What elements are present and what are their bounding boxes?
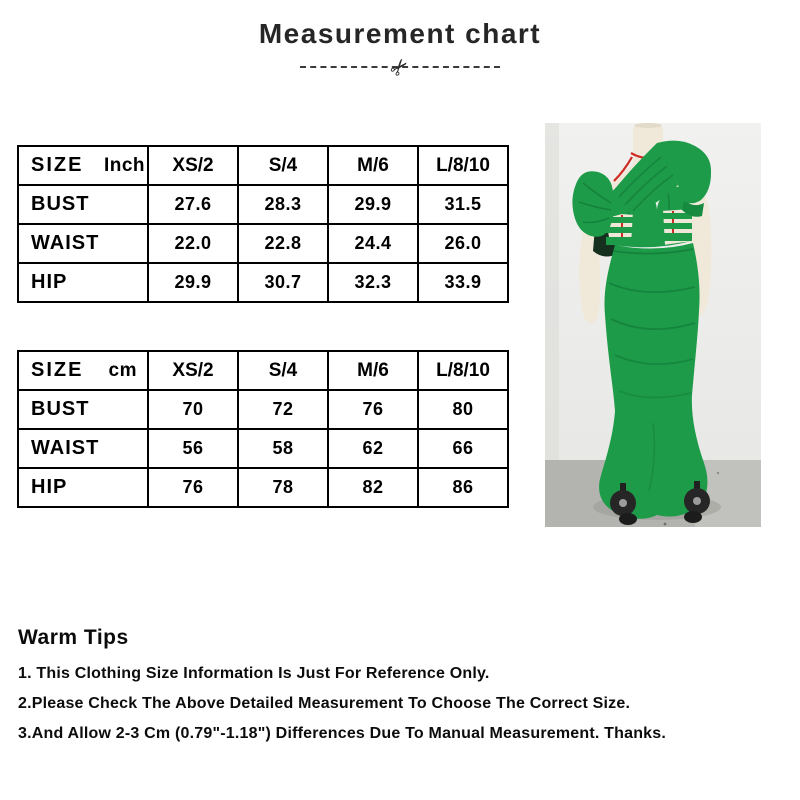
table-row-bust (18, 390, 508, 429)
size-col-header: L/8/10 (418, 351, 508, 390)
table-header-row (18, 351, 508, 390)
size-value: 70 (148, 390, 238, 429)
size-value: 72 (238, 390, 328, 429)
size-col-header: XS/2 (148, 146, 238, 185)
warm-tips-heading: Warm Tips (18, 626, 129, 649)
size-value: 78 (238, 468, 328, 507)
size-col-header: S/4 (238, 351, 328, 390)
size-unit-cell (18, 146, 148, 185)
size-value: 27.6 (148, 185, 238, 224)
unit-label: Inch (103, 155, 145, 176)
product-photo (545, 123, 761, 527)
row-label: BUST (18, 185, 148, 224)
size-col-header: L/8/10 (418, 146, 508, 185)
warm-tip-item-3: 3.And Allow 2-3 Cm (0.79"-1.18") Differences Due To Manual Measurement. Thanks. (18, 725, 667, 742)
scissors-icon: ✂ (384, 52, 416, 83)
warm-tip-item-2: 2.Please Check The Above Detailed Measurement To Choose The Correct Size. (18, 695, 631, 712)
size-value: 29.9 (328, 185, 418, 224)
size-col-header: XS/2 (148, 351, 238, 390)
size-value: 33.9 (418, 263, 508, 302)
size-table-cm (17, 350, 509, 508)
size-value: 80 (418, 390, 508, 429)
table-row-waist (18, 429, 508, 468)
size-label: SIZE (31, 154, 84, 176)
unit-label: cm (108, 360, 137, 381)
size-value: 24.4 (328, 224, 418, 263)
size-value: 28.3 (238, 185, 328, 224)
size-table-inch (17, 145, 509, 303)
row-label: BUST (18, 390, 148, 429)
table-row-hip (18, 468, 508, 507)
table-row-bust (18, 185, 508, 224)
size-label: SIZE (31, 359, 84, 381)
row-label: HIP (18, 468, 148, 507)
size-value: 31.5 (418, 185, 508, 224)
size-value: 58 (238, 429, 328, 468)
size-value: 86 (418, 468, 508, 507)
page-title: Measurement chart (258, 18, 542, 49)
title-divider (300, 54, 500, 82)
size-value: 66 (418, 429, 508, 468)
warm-tips-section (14, 626, 786, 755)
size-col-header: S/4 (238, 146, 328, 185)
size-value: 30.7 (238, 263, 328, 302)
size-col-header: M/6 (328, 146, 418, 185)
size-value: 62 (328, 429, 418, 468)
size-value: 22.0 (148, 224, 238, 263)
table-header-row (18, 146, 508, 185)
warm-tip-item-1: 1. This Clothing Size Information Is Just For Reference Only. (18, 665, 490, 682)
row-label: HIP (18, 263, 148, 302)
table-row-waist (18, 224, 508, 263)
size-value: 82 (328, 468, 418, 507)
size-value: 32.3 (328, 263, 418, 302)
size-value: 22.8 (238, 224, 328, 263)
size-value: 76 (148, 468, 238, 507)
row-label: WAIST (18, 429, 148, 468)
row-label: WAIST (18, 224, 148, 263)
size-value: 76 (328, 390, 418, 429)
table-row-hip (18, 263, 508, 302)
size-value: 56 (148, 429, 238, 468)
size-col-header: M/6 (328, 351, 418, 390)
size-unit-cell (18, 351, 148, 390)
size-value: 26.0 (418, 224, 508, 263)
dress-scene (545, 123, 761, 527)
size-value: 29.9 (148, 263, 238, 302)
